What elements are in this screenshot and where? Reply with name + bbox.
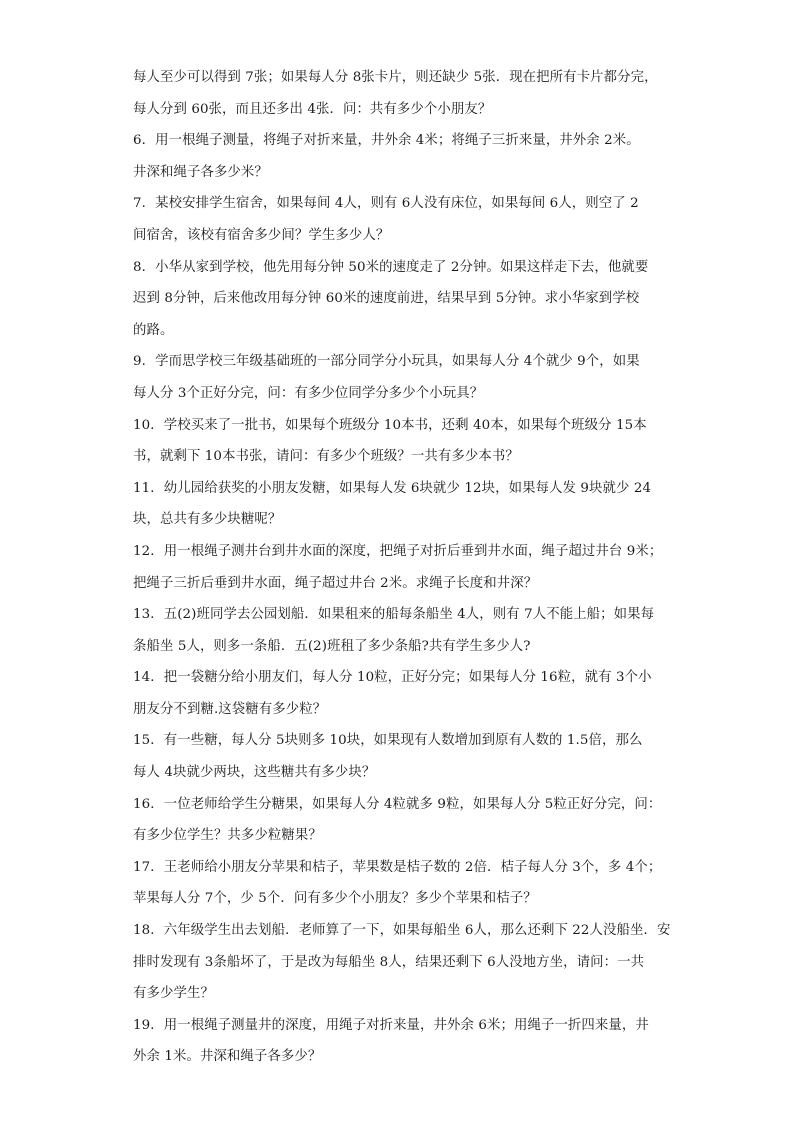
problem-text-line: 10．学校买来了一批书，如果每个班级分 10本书，还剩 40本，如果每个班级分 15本: [133, 417, 647, 433]
problem-text-line: 17．王老师给小朋友分苹果和桔子，苹果数是桔子数的 2倍．桔子每人分 3个，多 4个；: [133, 859, 662, 875]
problem-text-line: 每人分到 60张，而且还多出 4张．问：共有多少个小朋友？: [133, 101, 492, 117]
problem-15: [133, 725, 673, 788]
problem-text-line: 7．某校安排学生宿舍，如果每间 4人，则有 6人没有床位，如果每间 6人，则空了 2: [133, 196, 639, 212]
problem-text-line: 有多少位学生？共多少粒糖果？: [133, 828, 322, 844]
problem-10: [133, 410, 673, 473]
problem-17: [133, 852, 673, 915]
problem-18: [133, 915, 673, 1010]
problem-text-line: 12．用一根绳子测井台到井水面的深度，把绳子对折后垂到井水面，绳子超过井台 9米；: [133, 543, 663, 559]
problem-text-line: 间宿舍，该校有宿舍多少间？学生多少人？: [133, 227, 390, 243]
problem-text-line: 6．用一根绳子测量，将绳子对折来量，井外余 4米；将绳子三折来量，井外余 2米。: [133, 133, 640, 149]
problem-7: [133, 188, 673, 251]
problem-text-line: 条船坐 5人，则多一条船．五(2)班租了多少条船?共有学生多少人?: [133, 638, 531, 654]
problem-text-line: 的路。: [133, 322, 174, 338]
problem-12: [133, 536, 673, 599]
problem-8: [133, 252, 673, 347]
problem-text-line: 外余 1米。井深和绳子各多少？: [133, 1049, 322, 1065]
problem-19: [133, 1010, 673, 1073]
problem-14: [133, 662, 673, 725]
problem-text-line: 19．用一根绳子测量井的深度，用绳子对折来量，井外余 6米；用绳子一折四来量，井: [133, 1017, 649, 1033]
problem-text-line: 朋友分不到糖.这袋糖有多少粒？: [133, 701, 327, 717]
problem-text-line: 排时发现有 3条船坏了，于是改为每船坐 8人，结果还剩下 6人没地方坐，请问：一共: [133, 954, 645, 970]
problem-text-line: 每人至少可以得到 7张；如果每人分 8张卡片，则还缺少 5张．现在把所有卡片都分完，: [133, 70, 658, 85]
problem-text-line: 15．有一些糖，每人分 5块则多 10块，如果现有人数增加到原有人数的 1.5倍，那么: [133, 733, 643, 749]
problem-text-line: 每人 4块就少两块，这些糖共有多少块？: [133, 765, 376, 781]
problem-5-continued: [133, 62, 673, 125]
problem-text-line: 14．把一袋糖分给小朋友们，每人分 10粒，正好分完；如果每人分 16粒，就有 3个小: [133, 670, 652, 686]
problem-text-line: 迟到 8分钟，后来他改用每分钟 60米的速度前进，结果早到 5分钟。求小华家到学校: [133, 291, 640, 307]
problem-text-line: 井深和绳子各多少米？: [133, 164, 268, 180]
problem-9: [133, 346, 673, 409]
problem-text-line: 16．一位老师给学生分糖果，如果每人分 4粒就多 9粒，如果每人分 5粒正好分完，问：: [133, 796, 662, 812]
problem-text-line: 13．五(2)班同学去公园划船．如果租来的船每条船坐 4人，则有 7人不能上船；如果每: [133, 607, 655, 623]
problem-11: [133, 473, 673, 536]
problem-text-line: 书，就剩下 10本书张，请问：有多少个班级？一共有多少本书？: [133, 449, 519, 465]
problem-text-line: 苹果每人分 7个，少 5个．问有多少个小朋友？多少个苹果和桔子？: [133, 891, 537, 907]
problem-text-line: 每人分 3个正好分完，问：有多少位同学分多少个小玩具？: [133, 385, 484, 401]
problem-text-line: 块，总共有多少块糖呢？: [133, 512, 282, 528]
problem-text-line: 18．六年级学生出去划船．老师算了一下，如果每船坐 6人，那么还剩下 22人没船坐．安: [133, 923, 671, 939]
problem-text-line: 9．学而思学校三年级基础班的一部分同学分小玩具，如果每人分 4个就少 9个，如果: [133, 354, 640, 370]
problem-text-line: 11．幼儿园给获奖的小朋友发糖，如果每人发 6块就少 12块，如果每人发 9块就少 24: [133, 480, 652, 496]
problem-list: [133, 62, 673, 1073]
problem-6: [133, 125, 673, 188]
problem-13: [133, 599, 673, 662]
problem-text-line: 有多少学生？: [133, 986, 214, 1002]
problem-text-line: 8．小华从家到学校，他先用每分钟 50米的速度走了 2分钟。如果这样走下去，他就要: [133, 259, 649, 275]
problem-text-line: 把绳子三折后垂到井水面，绳子超过井台 2米。求绳子长度和井深？: [133, 575, 538, 591]
problem-16: [133, 789, 673, 852]
